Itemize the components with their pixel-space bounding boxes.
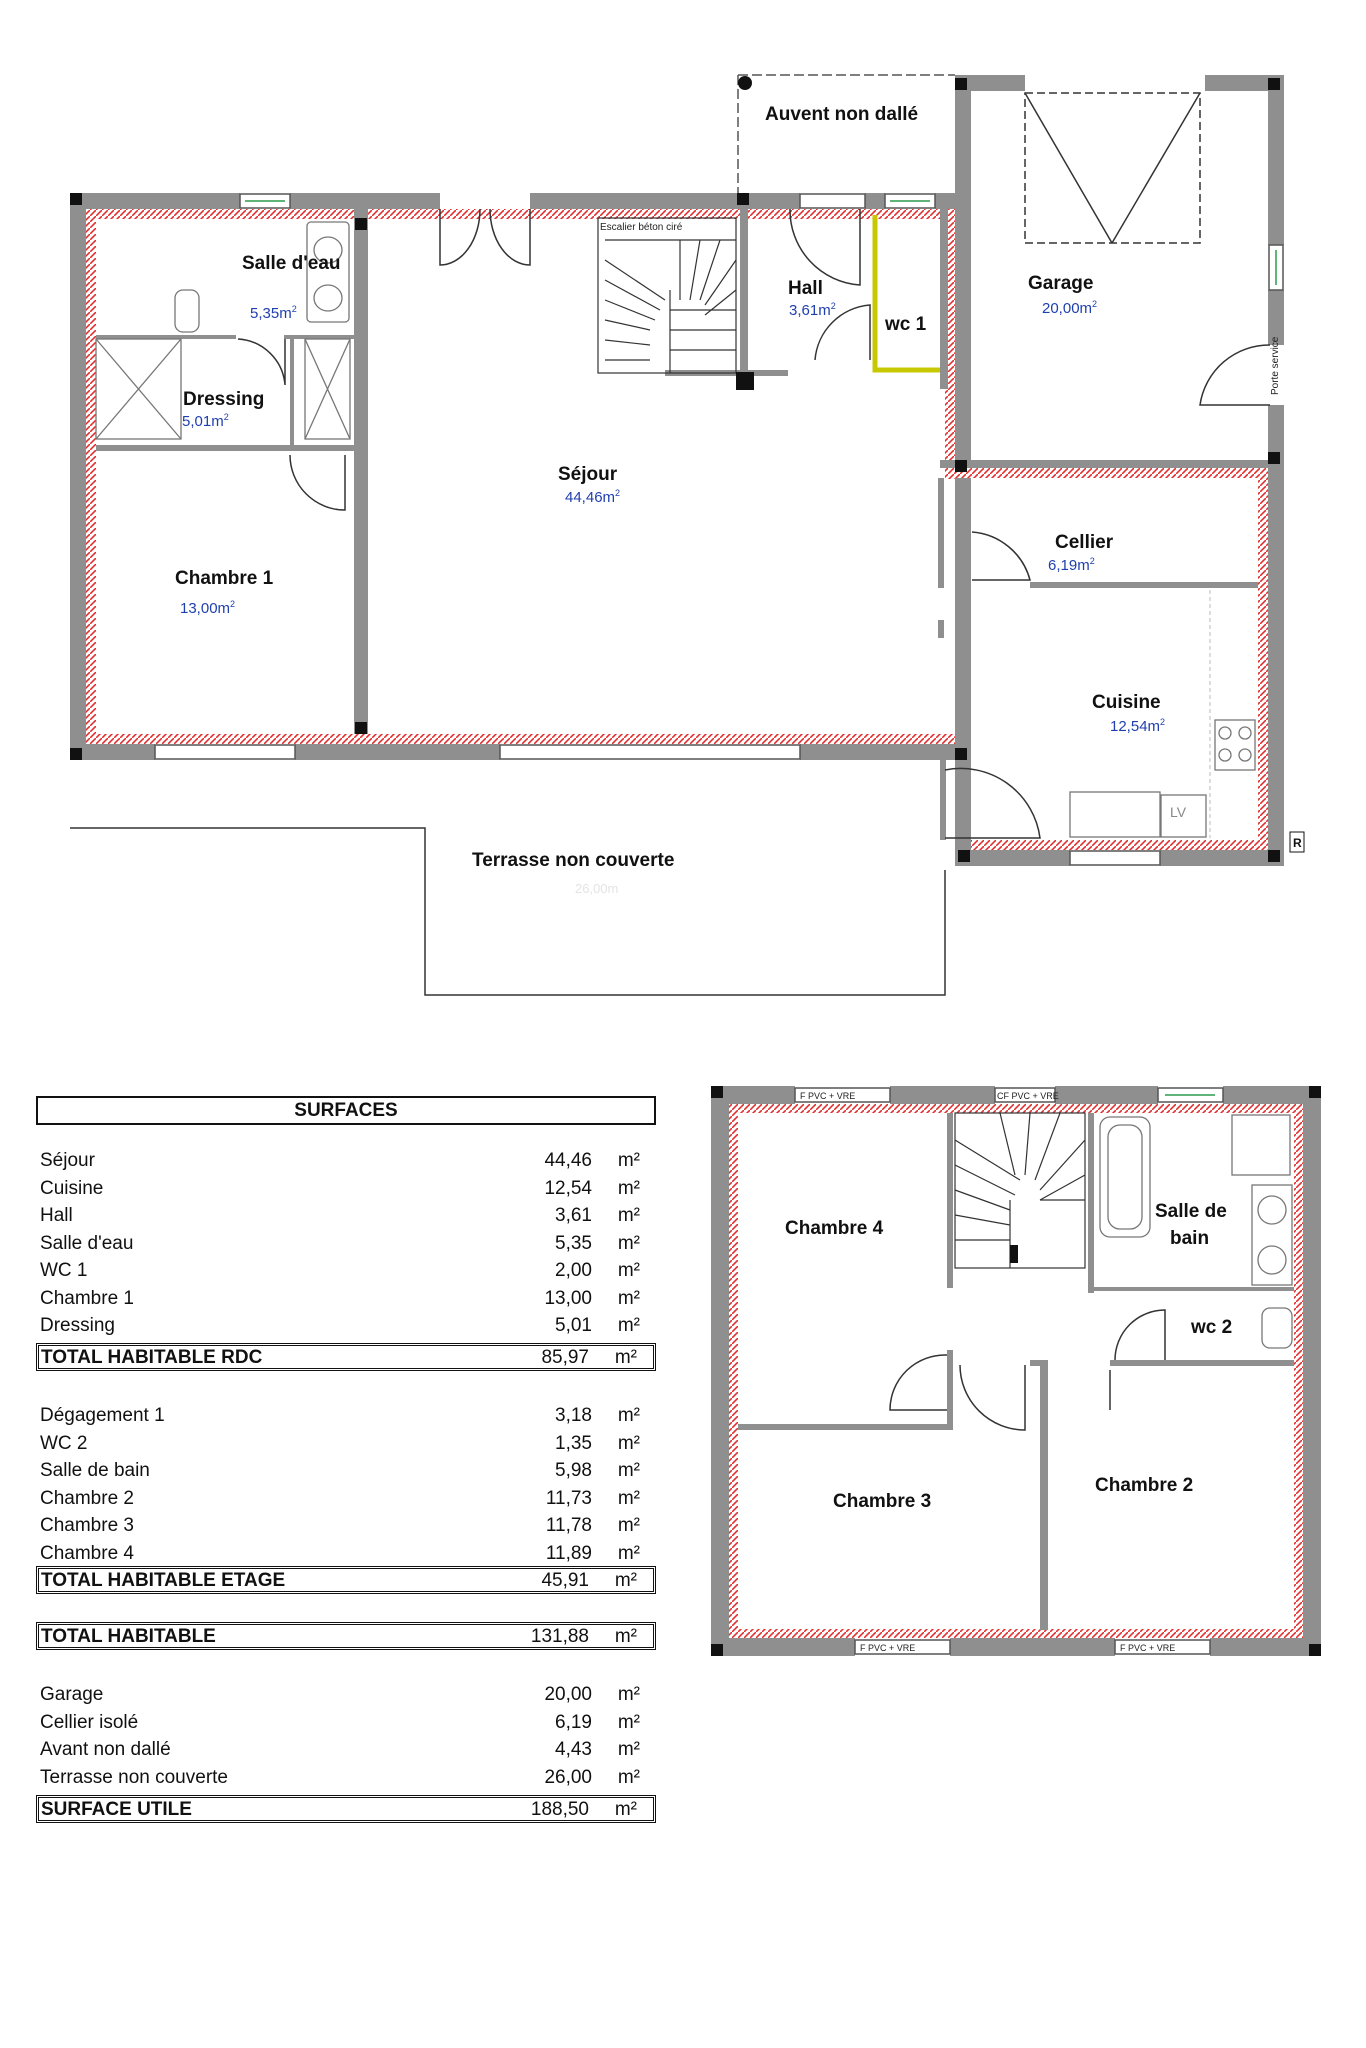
surface-value: 20,00	[544, 1684, 592, 1705]
surface-row	[36, 1203, 656, 1231]
label-chambre3: Chambre 3	[833, 1491, 932, 1512]
surface-value: 13,00	[544, 1287, 592, 1309]
area-superscript: 2	[830, 301, 836, 311]
surface-unit: m²	[617, 1287, 640, 1309]
area-superscript: 2	[230, 599, 236, 609]
surface-total-row	[36, 1622, 656, 1650]
window-label-4: F PVC + VRE	[1120, 1643, 1176, 1653]
surface-value: 3,18	[555, 1405, 592, 1426]
surface-value: 11,73	[545, 1487, 592, 1509]
surface-value: 11,89	[545, 1542, 592, 1564]
surface-value: 1,35	[555, 1432, 592, 1454]
label-dressing: Dressing	[183, 389, 265, 410]
label-terrasse: Terrasse non couverte	[472, 850, 675, 871]
window-label-2: CF PVC + VRE	[997, 1091, 1059, 1101]
area-dressing: $5,01m^2$	[182, 412, 229, 430]
surface-unit: m²	[617, 1460, 640, 1481]
surface-value: 5,98	[555, 1460, 592, 1481]
surface-row	[36, 1513, 656, 1541]
surface-row	[36, 1458, 656, 1486]
surface-row	[36, 1710, 656, 1738]
surface-row	[36, 1486, 656, 1514]
label-cellier: Cellier	[1055, 532, 1114, 553]
surface-name: TOTAL HABITABLE	[41, 1626, 216, 1647]
area-superscript: 2	[1160, 717, 1166, 727]
label-cuisine: Cuisine	[1092, 692, 1161, 713]
label-sejour: Séjour	[558, 464, 618, 485]
surface-value: 5,35	[555, 1232, 592, 1254]
area-salle-eau: $5,35m^2$	[250, 304, 297, 322]
upper-insulation	[729, 1104, 1303, 1638]
auvent-outline	[738, 75, 955, 193]
surface-name: Dressing	[40, 1315, 115, 1336]
surface-unit: m²	[614, 1626, 637, 1647]
window-frames	[155, 194, 1283, 865]
surface-row	[36, 1403, 656, 1431]
area-superscript: 2	[291, 304, 297, 314]
surface-value: 2,00	[555, 1260, 592, 1281]
surface-unit: m²	[617, 1232, 640, 1254]
surface-unit: m²	[614, 1799, 637, 1820]
surface-unit: m²	[617, 1260, 640, 1281]
area-sejour: $44,46m^2$	[565, 488, 621, 506]
surface-value: 3,61	[555, 1205, 592, 1226]
garage-door	[1025, 93, 1200, 243]
label-salle-eau: Salle d'eau	[242, 253, 341, 274]
upper-stair-post	[1010, 1245, 1018, 1263]
surface-unit: m²	[617, 1542, 640, 1564]
surface-row	[36, 1765, 656, 1793]
surface-unit: m²	[617, 1515, 640, 1536]
stair-post	[736, 372, 754, 390]
area-superscript: 2	[615, 488, 621, 498]
surface-name: Chambre 3	[40, 1515, 134, 1536]
surface-unit: m²	[614, 1570, 637, 1591]
surface-value: 6,19	[555, 1711, 592, 1733]
surface-row	[36, 1231, 656, 1259]
area-garage: $20,00m^2$	[1042, 299, 1098, 317]
surface-row	[36, 1431, 656, 1459]
surface-name: WC 1	[40, 1260, 88, 1281]
upper-interior-walls	[738, 1113, 1294, 1630]
surface-row	[36, 1258, 656, 1286]
surface-name: Chambre 4	[40, 1542, 134, 1564]
area-hall: $3,61m^2$	[789, 301, 836, 319]
label-salle-bain-2: bain	[1170, 1228, 1210, 1249]
stair	[598, 218, 736, 373]
label-porte-service: Porte service	[1270, 336, 1281, 395]
area-superscript: 2	[1089, 556, 1095, 566]
surface-name: Chambre 2	[40, 1487, 134, 1509]
surface-unit: m²	[617, 1684, 640, 1705]
surface-name: Cellier isolé	[40, 1711, 139, 1733]
surface-unit: m²	[617, 1711, 640, 1733]
surface-name: Garage	[40, 1684, 104, 1705]
surface-name: Hall	[40, 1205, 73, 1226]
ground-floor-plan	[70, 73, 1304, 995]
label-chambre1: Chambre 1	[175, 568, 274, 589]
window-label-3: F PVC + VRE	[860, 1643, 916, 1653]
surface-value: 5,01	[555, 1315, 592, 1336]
area-superscript: 2	[1092, 299, 1098, 309]
surface-unit: m²	[614, 1347, 637, 1368]
label-escalier: Escalier béton ciré	[600, 222, 683, 233]
surface-unit: m²	[617, 1315, 640, 1336]
auvent-post	[738, 76, 752, 90]
surface-row	[36, 1286, 656, 1314]
surface-value: 11,78	[545, 1515, 592, 1536]
surface-value: 188,50	[530, 1799, 589, 1820]
label-hall: Hall	[788, 278, 823, 299]
window-label-1: F PVC + VRE	[800, 1091, 856, 1101]
surface-total-row	[36, 1566, 656, 1594]
surface-row	[36, 1682, 656, 1710]
label-auvent: Auvent non dallé	[765, 104, 919, 125]
label-lv: LV	[1170, 804, 1187, 820]
surface-value: 26,00	[544, 1766, 592, 1788]
surface-name: Chambre 1	[40, 1287, 134, 1309]
surface-name: TOTAL HABITABLE ETAGE	[41, 1570, 286, 1591]
surface-name: Avant non dallé	[40, 1739, 171, 1760]
surface-row	[36, 1313, 656, 1341]
area-cuisine: $12,54m^2$	[1110, 717, 1166, 735]
surface-unit: m²	[617, 1766, 640, 1788]
surface-unit: m²	[617, 1405, 640, 1426]
area-terrasse: 26,00m	[575, 881, 619, 896]
surface-unit: m²	[617, 1432, 640, 1454]
surface-name: TOTAL HABITABLE RDC	[41, 1347, 263, 1368]
surface-name: Dégagement 1	[40, 1405, 165, 1426]
area-chambre1: $13,00m^2$	[180, 599, 236, 617]
upper-floor-plan	[711, 1084, 1321, 1658]
label-wc1: wc 1	[885, 314, 927, 335]
upper-door-swings	[890, 1310, 1165, 1430]
upper-openings	[795, 1084, 1223, 1658]
surface-unit: m²	[617, 1177, 640, 1199]
upper-exterior-walls	[711, 1086, 1321, 1656]
label-garage: Garage	[1028, 273, 1094, 294]
surfaces-title: SURFACES	[36, 1096, 656, 1125]
label-wc2: wc 2	[1191, 1317, 1233, 1338]
label-r: R	[1293, 836, 1302, 850]
area-superscript: 2	[223, 412, 229, 422]
surface-total-row	[36, 1343, 656, 1371]
wc1-partition	[875, 215, 940, 370]
surface-name: Cuisine	[40, 1177, 104, 1199]
surface-name: Salle d'eau	[40, 1232, 134, 1254]
surface-value: 85,97	[541, 1347, 589, 1368]
surface-unit: m²	[617, 1487, 640, 1509]
surface-row	[36, 1148, 656, 1176]
surface-value: 12,54	[544, 1177, 592, 1199]
surface-name: Salle de bain	[40, 1460, 150, 1481]
upper-window-labels	[800, 1091, 1175, 1653]
surface-name: Séjour	[40, 1150, 95, 1171]
label-chambre2: Chambre 2	[1095, 1475, 1194, 1496]
surface-row	[36, 1541, 656, 1569]
surface-value: 45,91	[541, 1570, 589, 1591]
surface-name: SURFACE UTILE	[41, 1799, 192, 1820]
surface-value: 4,43	[555, 1739, 592, 1760]
surface-row	[36, 1176, 656, 1204]
surface-name: WC 2	[40, 1432, 88, 1454]
surface-unit: m²	[617, 1205, 640, 1226]
surface-value: 131,88	[530, 1626, 589, 1647]
surface-row	[36, 1737, 656, 1765]
label-salle-bain-1: Salle de	[1155, 1201, 1227, 1222]
surface-value: 44,46	[544, 1150, 592, 1171]
upper-corner-posts	[711, 1086, 1321, 1656]
surface-unit: m²	[617, 1739, 640, 1760]
label-chambre4: Chambre 4	[785, 1218, 884, 1239]
surface-name: Terrasse non couverte	[40, 1766, 228, 1788]
surface-unit: m²	[617, 1150, 640, 1171]
upper-stair	[955, 1113, 1085, 1268]
area-cellier: $6,19m^2$	[1048, 556, 1095, 574]
surface-total-row	[36, 1795, 656, 1823]
